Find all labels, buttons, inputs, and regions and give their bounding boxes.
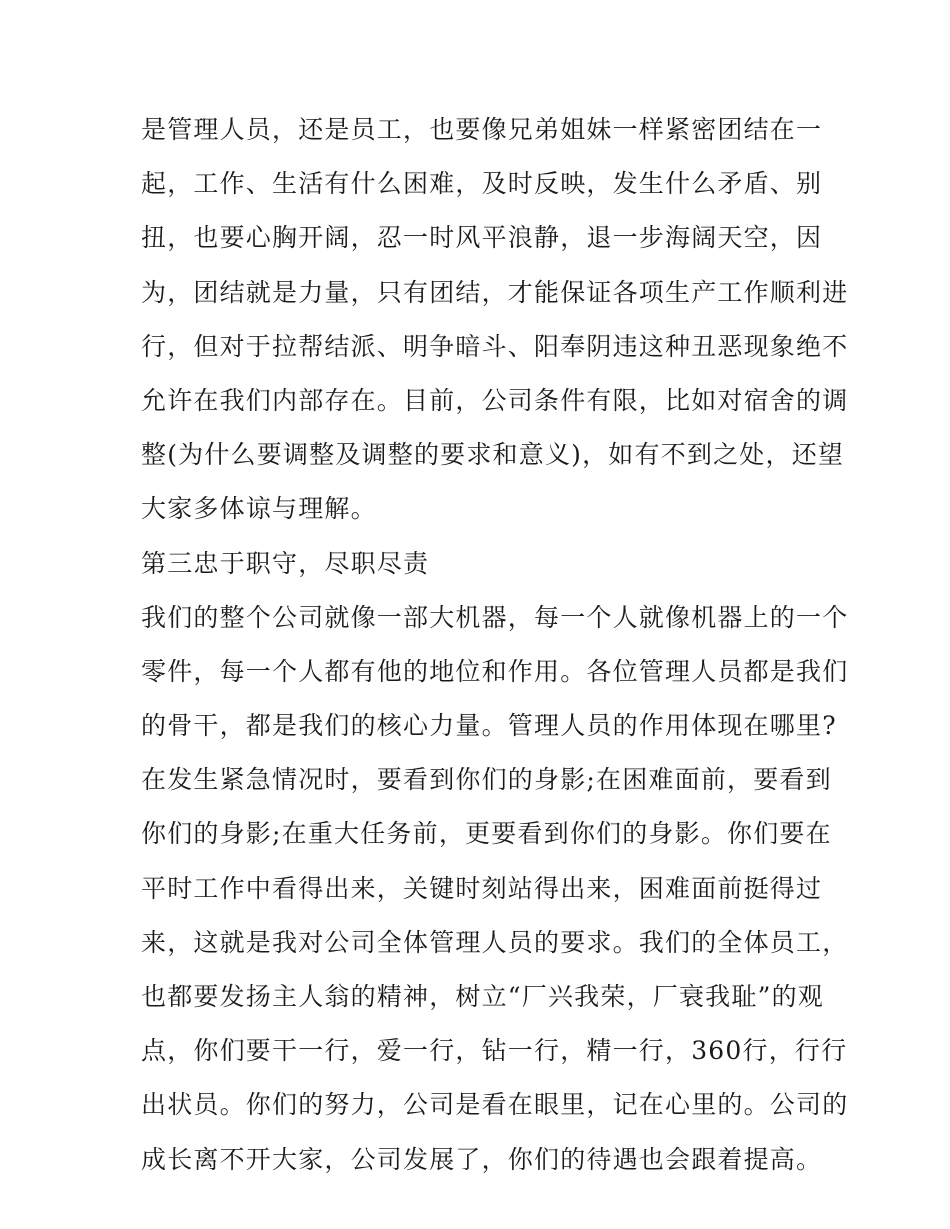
paragraph-line: 出状员。你们的努力，公司是看在眼里，记在心里的。公司的 [141, 1090, 849, 1120]
paragraph-line: 也都要发扬主人翁的精神，树立“厂兴我荣，厂衰我耻”的观 [141, 982, 824, 1011]
paragraph-line: 的骨干，都是我们的核心力量。管理人员的作用体现在哪里? [141, 711, 837, 741]
paragraph-line: 我们的整个公司就像一部大机器，每一个人就像机器上的一个 [141, 602, 849, 632]
paragraph-line: 允许在我们内部存在。目前，公司条件有限，比如对宿舍的调 [141, 385, 849, 415]
paragraph-line: 整(为什么要调整及调整的要求和意义)，如有不到之处，还望 [141, 440, 845, 470]
paragraph-line: 是管理人员，还是员工，也要像兄弟姐妹一样紧密团结在一 [141, 115, 823, 144]
paragraph-line: 为，团结就是力量，只有团结，才能保证各项生产工作顺利进 [141, 277, 849, 307]
paragraph-line: 扭，也要心胸开阔，忍一时风平浪静，退一步海阔天空，因 [141, 223, 823, 253]
paragraph-line: 起，工作、生活有什么困难，及时反映，发生什么矛盾、别 [141, 169, 823, 199]
paragraph-line: 成长离不开大家，公司发展了，你们的待遇也会跟着提高。 [141, 1144, 823, 1174]
paragraph-line: 你们的身影;在重大任务前，更要看到你们的身影。你们要在 [141, 819, 832, 849]
paragraph-line: 零件，每一个人都有他的地位和作用。各位管理人员都是我们 [141, 656, 849, 686]
paragraph-line: 行，但对于拉帮结派、明争暗斗、阳奉阴违这种丑恶现象绝不 [141, 331, 849, 361]
paragraph-line: 在发生紧急情况时，要看到你们的身影;在困难面前，要看到 [141, 765, 832, 795]
paragraph-line: 平时工作中看得出来，关键时刻站得出来，困难面前挺得过 [141, 873, 823, 903]
section-heading: 第三忠于职守，尽职尽责 [141, 548, 430, 578]
paragraph-line: 点，你们要干一行，爱一行，钻一行，精一行，360行，行行 [141, 1036, 848, 1066]
paragraph-line: 来，这就是我对公司全体管理人员的要求。我们的全体员工， [141, 927, 849, 957]
document-page [141, 112, 849, 1196]
paragraph-line: 大家多体谅与理解。 [141, 494, 377, 524]
